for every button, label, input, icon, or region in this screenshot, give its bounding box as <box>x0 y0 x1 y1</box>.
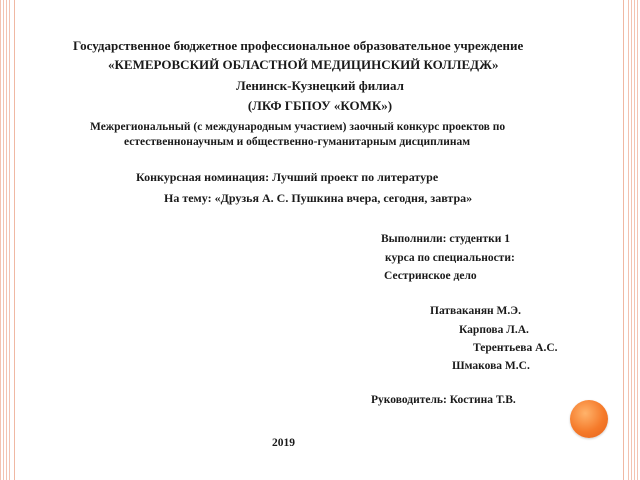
decorative-orange-circle <box>570 400 608 438</box>
left-decorative-border <box>0 0 10 480</box>
contest-title-line2: естественнонаучным и общественно-гуманитарным дисциплинам <box>124 136 471 148</box>
branch-name: Ленинск-Кузнецкий филиал <box>236 78 404 93</box>
college-name: «КЕМЕРОВСКИЙ ОБЛАСТНОЙ МЕДИЦИНСКИЙ КОЛЛЕДЖ» <box>108 57 499 72</box>
student-name: Шмакова М.С. <box>452 360 530 372</box>
branch-abbreviation: (ЛКФ ГБПОУ «КОМК») <box>247 98 393 113</box>
right-decorative-border <box>628 0 640 480</box>
project-topic: На тему: «Друзья А. С. Пушкина вчера, сегодня, завтра» <box>164 191 473 205</box>
performed-by-line1: Выполнили: студентки 1 <box>381 233 511 245</box>
institution-type: Государственное бюджетное профессиональное образовательное учреждение <box>73 38 524 53</box>
specialty: Сестринское дело <box>384 270 477 282</box>
student-name: Карпова Л.А. <box>459 324 529 336</box>
supervisor: Руководитель: Костина Т.В. <box>371 394 516 406</box>
student-name: Терентьева А.С. <box>473 342 558 354</box>
student-name: Патваканян М.Э. <box>430 305 521 317</box>
performed-by-line2: курса по специальности: <box>385 252 515 264</box>
year: 2019 <box>272 437 295 449</box>
contest-title-line1: Межрегиональный (с международным участием) заочный конкурс проектов по <box>90 121 506 133</box>
nomination: Конкурсная номинация: Лучший проект по литературе <box>136 170 439 184</box>
